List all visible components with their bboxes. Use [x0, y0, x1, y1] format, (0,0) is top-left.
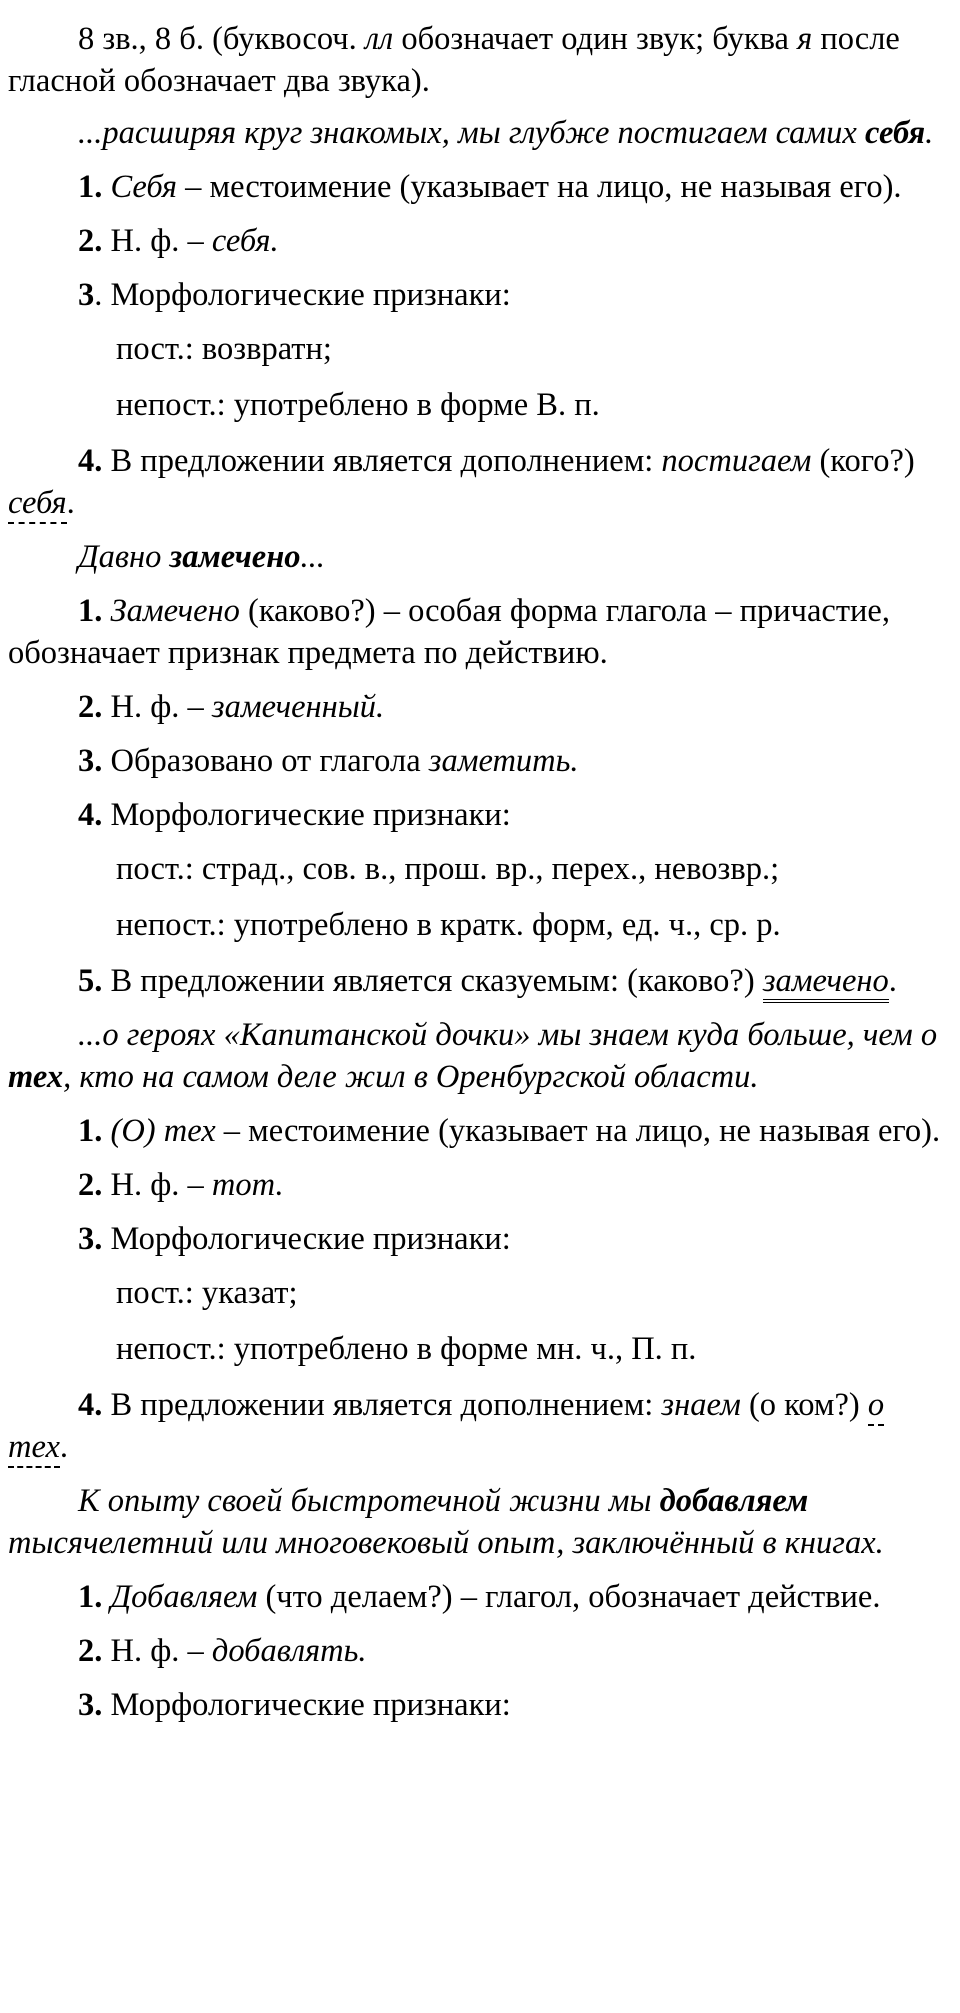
analysis-point-3 — [8, 274, 952, 316]
analysis-point-3 — [8, 740, 952, 782]
analysis-point-2 — [8, 1164, 952, 1206]
point-text: В предложении является дополнением: — [102, 1387, 662, 1423]
point-text: Н. ф. – — [102, 689, 212, 725]
point-text: В предложении является сказуемым: (каково?) — [102, 963, 763, 999]
point-text: (каково?) – особая форма глагола – причастие, обозначает признак предмета по действию. — [8, 593, 890, 671]
point-text: Н. ф. – — [102, 223, 212, 259]
analysis-point-1 — [8, 166, 952, 208]
constant-features: пост.: возвратн; — [116, 331, 332, 367]
predicate-underlined: замечено — [763, 963, 889, 1003]
quote-text: К опыту своей быстротечной жизни мы — [78, 1483, 660, 1519]
intro-letter-ya: я — [797, 21, 813, 57]
analysis-point-2 — [8, 686, 952, 728]
source-verb: заметить. — [428, 743, 579, 779]
initial-form: замеченный. — [211, 689, 385, 725]
analysis-point-3 — [8, 1684, 952, 1726]
point-text: Морфологические признаки: — [102, 1221, 511, 1257]
analysis-point-4 — [8, 794, 952, 836]
intro-text: после гласной обозначает два звука). — [8, 21, 900, 99]
analyzed-word: (О) тех — [110, 1113, 216, 1149]
quote-text: ...о героях «Капитанской дочки» мы знаем куда больше, чем о — [78, 1017, 938, 1053]
object-underlined: о тех — [8, 1387, 884, 1468]
point-text: В предложении является дополнением: — [102, 443, 662, 479]
governing-verb: постигаем — [661, 443, 812, 479]
initial-form: добавлять. — [211, 1633, 367, 1669]
analyzed-word: Себя — [110, 169, 178, 205]
point-number: 3 — [78, 277, 95, 313]
quote-text: Давно — [78, 539, 170, 575]
quote-keyword: замечено — [169, 539, 301, 575]
point-text: . Морфологические признаки: — [94, 277, 511, 313]
point-text: Н. ф. – — [102, 1633, 212, 1669]
point-number: 2. — [78, 1633, 103, 1669]
point-number: 1. — [78, 169, 103, 205]
quote-keyword: себя — [864, 115, 926, 151]
quote-sebya — [8, 112, 952, 154]
quote-text: ... — [300, 539, 325, 575]
point-text: Образовано от глагола — [102, 743, 429, 779]
initial-form: себя. — [211, 223, 279, 259]
intro-text: 8 зв., 8 б. (буквосоч. — [78, 21, 365, 57]
point-number: 5. — [78, 963, 103, 999]
analysis-point-4 — [8, 1384, 952, 1468]
analysis-point-1 — [8, 590, 952, 674]
analysis-point-5 — [8, 960, 952, 1002]
intro-letters: лл — [364, 21, 394, 57]
question-text: (кого?) — [819, 443, 915, 479]
point-number: 4. — [78, 1387, 103, 1423]
quote-keyword: тех — [8, 1059, 64, 1095]
governing-verb: знаем — [661, 1387, 741, 1423]
point-text: . — [66, 485, 75, 521]
object-underlined: себя — [8, 485, 67, 524]
point-number: 3. — [78, 743, 103, 779]
analysis-point-4 — [8, 440, 952, 524]
analyzed-word: Добавляем — [110, 1579, 258, 1615]
analysis-point-1 — [8, 1576, 952, 1618]
analysis-point-2 — [8, 220, 952, 262]
point-number: 4. — [78, 443, 103, 479]
point-text: Морфологические признаки: — [102, 1687, 511, 1723]
point-number: 4. — [78, 797, 103, 833]
point-number: 3. — [78, 1221, 103, 1257]
point-text: . — [59, 1429, 69, 1465]
intro-paragraph — [8, 18, 952, 102]
intro-text: обозначает один звук; буква — [393, 21, 798, 57]
point-text: Морфологические признаки: — [102, 797, 511, 833]
point-number: 1. — [78, 1113, 103, 1149]
quote-text: . — [925, 115, 934, 151]
constant-features: пост.: страд., сов. в., прош. вр., перех., невозвр.; — [116, 851, 780, 887]
point-number: 2. — [78, 689, 103, 725]
quote-zamecheno — [8, 536, 952, 578]
analyzed-word: Замечено — [110, 593, 240, 629]
point-text: (что делаем?) – глагол, обозначает действие. — [257, 1579, 881, 1615]
point-text: – местоимение (указывает на лицо, не называя его). — [177, 169, 902, 205]
analysis-point-2 — [8, 1630, 952, 1672]
quote-keyword: добавляем — [659, 1483, 809, 1519]
variable-features: непост.: употреблено в форме В. п. — [116, 387, 600, 423]
analysis-point-3 — [8, 1218, 952, 1260]
quote-text: , кто на самом деле жил в Оренбургской области. — [63, 1059, 759, 1095]
point-number: 1. — [78, 1579, 103, 1615]
point-text: . — [888, 963, 897, 999]
point-number: 3. — [78, 1687, 103, 1723]
quote-text: ...расширяя круг знакомых, мы глубже постигаем самих — [78, 115, 865, 151]
point-number: 2. — [78, 223, 103, 259]
initial-form: тот. — [211, 1167, 284, 1203]
question-text: (о ком?) — [740, 1387, 868, 1423]
quote-teh — [8, 1014, 952, 1098]
quote-dobavlyaem — [8, 1480, 952, 1564]
analysis-point-1 — [8, 1110, 952, 1152]
quote-text: тысячелетний или многовековый опыт, заключённый в книгах. — [8, 1525, 884, 1561]
variable-features: непост.: употреблено в форме мн. ч., П. п. — [116, 1331, 697, 1367]
point-text: Н. ф. – — [102, 1167, 212, 1203]
point-number: 1. — [78, 593, 103, 629]
variable-features: непост.: употреблено в кратк. форм, ед. ч., ср. р. — [116, 907, 781, 943]
point-text: – местоимение (указывает на лицо, не называя его). — [215, 1113, 941, 1149]
point-number: 2. — [78, 1167, 103, 1203]
constant-features: пост.: указат; — [116, 1275, 298, 1311]
